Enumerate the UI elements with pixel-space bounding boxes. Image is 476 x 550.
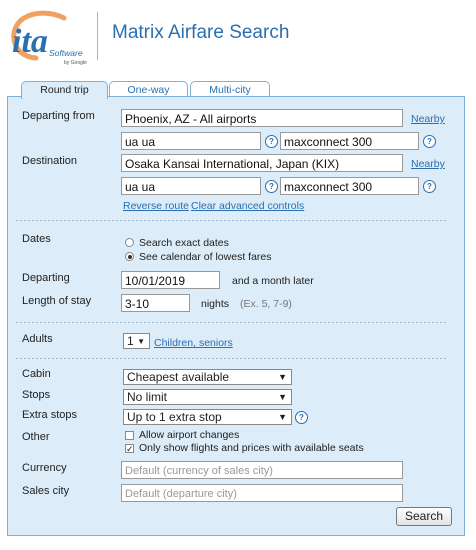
search-exact-dates-radio[interactable] — [125, 238, 134, 247]
stops-label: Stops — [22, 389, 51, 401]
clear-advanced-controls-link[interactable]: Clear advanced controls — [191, 200, 305, 212]
departing-date-label: Departing — [22, 272, 70, 284]
tab-one-way[interactable]: One-way — [109, 81, 188, 98]
section-divider — [16, 220, 446, 221]
extra-stops-select[interactable] — [123, 409, 292, 425]
stops-select[interactable] — [123, 389, 292, 405]
chevron-down-icon: ▼ — [278, 372, 287, 382]
destination-nearby-link[interactable]: Nearby — [411, 158, 445, 170]
logo-by-text: by Google — [64, 60, 87, 66]
sales-city-input[interactable]: Default (departure city) — [121, 484, 403, 502]
cabin-select-value: Cheapest available — [127, 370, 230, 384]
other-label: Other — [22, 431, 50, 443]
search-button[interactable]: Search — [396, 507, 452, 526]
destination-extension-codes-input[interactable]: maxconnect 300 — [280, 177, 419, 195]
allow-airport-changes-checkbox[interactable] — [125, 431, 134, 440]
destination-extension-help-icon[interactable]: ? — [423, 180, 436, 193]
children-seniors-link[interactable]: Children, seniors — [154, 337, 233, 349]
currency-label: Currency — [22, 462, 67, 474]
search-form-panel — [7, 96, 465, 536]
section-divider — [16, 322, 446, 323]
only-available-seats-checkbox[interactable]: ✓ — [126, 444, 134, 454]
destination-routing-codes-input[interactable]: ua ua — [121, 177, 261, 195]
departing-extension-codes-input[interactable]: maxconnect 300 — [280, 132, 419, 150]
logo-main-text: ita — [12, 23, 48, 60]
header-divider — [97, 12, 98, 60]
cabin-select[interactable] — [123, 369, 292, 385]
departing-date-input[interactable]: 10/01/2019 — [121, 271, 220, 289]
destination-routing-help-icon[interactable]: ? — [265, 180, 278, 193]
extra-stops-help-icon[interactable]: ? — [295, 411, 308, 424]
ita-software-logo — [6, 8, 94, 68]
departing-from-label: Departing from — [22, 110, 95, 122]
only-available-seats-label: Only show flights and prices with available seats — [139, 442, 364, 454]
adults-select-value: 1 — [127, 334, 134, 348]
search-exact-dates-label: Search exact dates — [139, 237, 229, 249]
adults-select[interactable] — [123, 333, 150, 349]
calendar-lowest-fares-radio[interactable] — [125, 252, 134, 261]
section-divider — [16, 358, 446, 359]
dates-label: Dates — [22, 233, 51, 245]
calendar-lowest-fares-label: See calendar of lowest fares — [139, 251, 272, 263]
departing-extension-help-icon[interactable]: ? — [423, 135, 436, 148]
departing-nearby-link[interactable]: Nearby — [411, 113, 445, 125]
chevron-down-icon: ▼ — [278, 412, 287, 422]
currency-input[interactable]: Default (currency of sales city) — [121, 461, 403, 479]
reverse-route-link[interactable]: Reverse route — [123, 200, 189, 212]
page-title: Matrix Airfare Search — [112, 22, 290, 43]
logo-sub-text: Software — [49, 48, 83, 58]
stops-select-value: No limit — [127, 390, 168, 404]
chevron-down-icon: ▼ — [137, 337, 145, 346]
adults-label: Adults — [22, 333, 53, 345]
length-of-stay-hint: (Ex. 5, 7-9) — [240, 298, 292, 310]
chevron-down-icon: ▼ — [278, 392, 287, 402]
departing-date-suffix: and a month later — [232, 275, 314, 287]
destination-input[interactable]: Osaka Kansai International, Japan (KIX) — [121, 154, 403, 172]
tab-round-trip[interactable]: Round trip — [21, 81, 108, 99]
nights-label: nights — [201, 298, 230, 310]
sales-city-label: Sales city — [22, 485, 70, 497]
departing-routing-codes-input[interactable]: ua ua — [121, 132, 261, 150]
allow-airport-changes-label: Allow airport changes — [139, 429, 240, 441]
length-of-stay-label: Length of stay — [22, 295, 92, 307]
cabin-label: Cabin — [22, 368, 51, 380]
departing-from-input[interactable]: Phoenix, AZ - All airports — [121, 109, 403, 127]
length-of-stay-input[interactable]: 3-10 — [121, 294, 190, 312]
tab-multi-city[interactable]: Multi-city — [190, 81, 270, 98]
extra-stops-label: Extra stops — [22, 409, 78, 421]
destination-label: Destination — [22, 155, 78, 167]
extra-stops-select-value: Up to 1 extra stop — [127, 410, 222, 424]
departing-routing-help-icon[interactable]: ? — [265, 135, 278, 148]
